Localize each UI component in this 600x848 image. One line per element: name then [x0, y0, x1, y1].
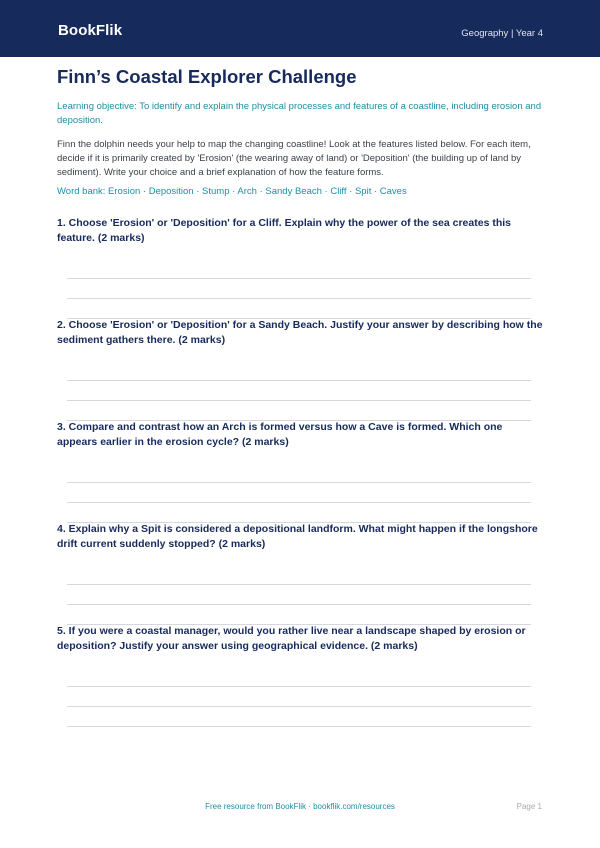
answer-line[interactable]	[67, 604, 531, 605]
word-bank: Word bank: Erosion · Deposition · Stump · Arch · Sandy Beach · Cliff · Spit · Caves	[57, 186, 407, 197]
question-1: 1. Choose 'Erosion' or 'Deposition' for a Cliff. Explain why the power of the sea creates this feature. (2 marks)	[57, 217, 511, 244]
subject-year-label: Geography | Year 4	[461, 28, 543, 39]
answer-line[interactable]	[67, 400, 531, 401]
answer-line[interactable]	[67, 380, 531, 381]
answer-line[interactable]	[67, 584, 531, 585]
answer-line[interactable]	[67, 726, 531, 727]
question-5: 5. If you were a coastal manager, would you rather live near a landscape shaped by erosion or deposition? Justify your answer using geographical evidence. (2 marks)	[57, 625, 526, 652]
answer-line[interactable]	[67, 482, 531, 483]
question-2: 2. Choose 'Erosion' or 'Deposition' for a Sandy Beach. Justify your answer by describing how the sediment gathers there. (2 marks)	[57, 319, 543, 346]
answer-line[interactable]	[67, 298, 531, 299]
learning-objective: Learning objective: To identify and explain the physical processes and features of a coastline, including erosion and deposition.	[57, 101, 542, 126]
answer-line[interactable]	[67, 686, 531, 687]
header-bar	[0, 0, 600, 57]
page-number: Page 1	[516, 802, 542, 811]
footer-link[interactable]: Free resource from BookFlik · bookflik.com/resources	[205, 802, 395, 811]
instructions-paragraph: Finn the dolphin needs your help to map the changing coastline! Look at the features listed below. For each item, decide if it is primarily created by 'Erosion' (the wearing away of land) or 'Deposition' (the building up of land by sediment). Write your choice and a brief explanation of how the feature forms.	[57, 139, 531, 178]
brand-logo-text: BookFlik	[58, 22, 123, 39]
answer-line[interactable]	[67, 278, 531, 279]
answer-line[interactable]	[67, 502, 531, 503]
answer-line[interactable]	[67, 706, 531, 707]
question-4: 4. Explain why a Spit is considered a depositional landform. What might happen if the longshore drift current suddenly stopped? (2 marks)	[57, 523, 538, 550]
question-3: 3. Compare and contrast how an Arch is formed versus how a Cave is formed. Which one appears earlier in the erosion cycle? (2 marks)	[57, 421, 503, 448]
worksheet-title: Finn’s Coastal Explorer Challenge	[57, 66, 357, 87]
